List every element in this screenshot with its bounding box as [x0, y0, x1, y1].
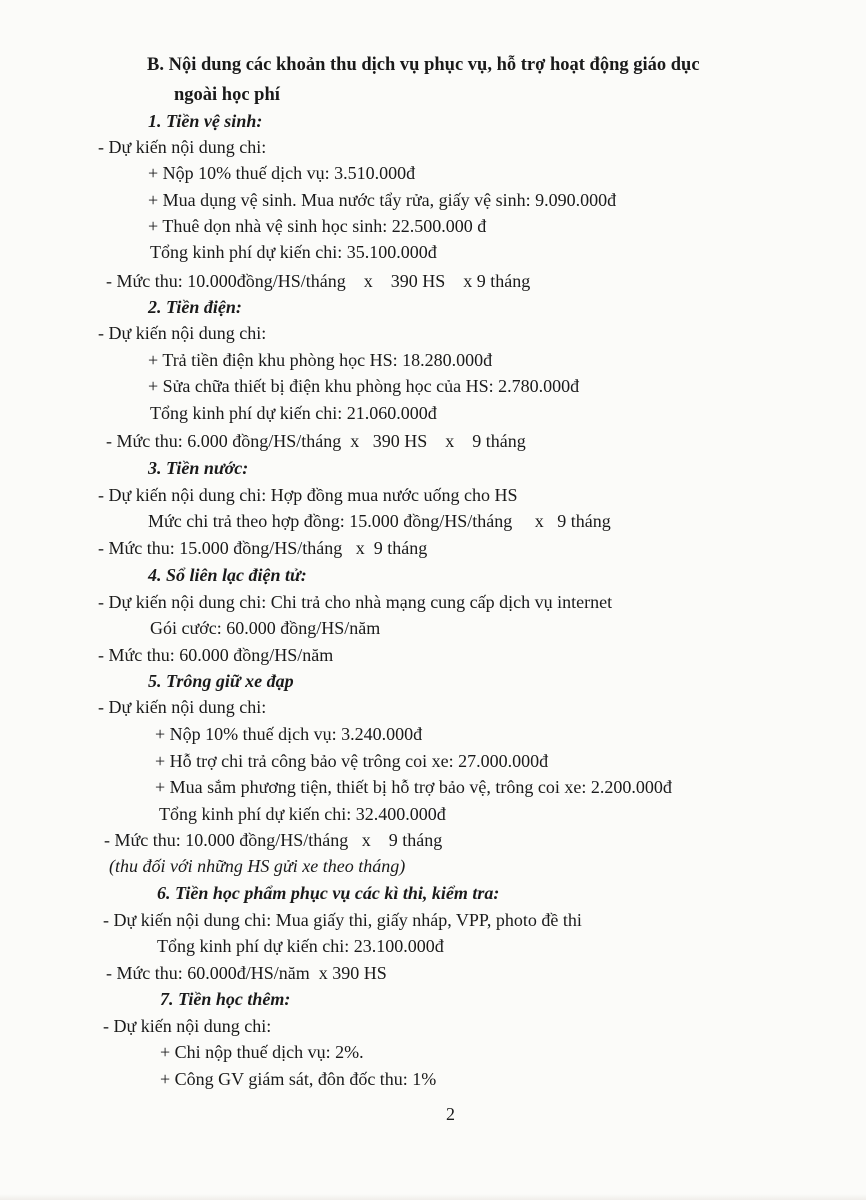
item-3-line: - Mức thu: 15.000 đồng/HS/tháng x 9 tháng — [98, 538, 428, 558]
item-3-line: - Dự kiến nội dung chi: Hợp đồng mua nước uống cho HS — [98, 485, 518, 505]
item-6-line: Tổng kinh phí dự kiến chi: 23.100.000đ — [157, 936, 444, 956]
item-1-line: + Nộp 10% thuế dịch vụ: 3.510.000đ — [148, 163, 416, 183]
item-6-line: - Mức thu: 60.000đ/HS/năm x 390 HS — [106, 963, 387, 983]
item-2-line: + Sửa chữa thiết bị điện khu phòng học của HS: 2.780.000đ — [148, 376, 580, 396]
item-2-line: + Trả tiền điện khu phòng học HS: 18.280.000đ — [148, 350, 493, 370]
item-1-line: - Mức thu: 10.000đồng/HS/tháng x 390 HS x 9 tháng — [106, 271, 531, 291]
item-6-heading: 6. Tiền học phẩm phục vụ các kì thi, kiểm tra: — [157, 883, 500, 903]
item-5-line: Tổng kinh phí dự kiến chi: 32.400.000đ — [159, 804, 446, 824]
item-1-line: Tổng kinh phí dự kiến chi: 35.100.000đ — [150, 242, 437, 262]
section-title-line-2: ngoài học phí — [174, 85, 280, 105]
item-1-heading: 1. Tiền vệ sinh: — [148, 111, 263, 131]
item-1-line: + Thuê dọn nhà vệ sinh học sinh: 22.500.000 đ — [148, 216, 487, 236]
item-6-line: - Dự kiến nội dung chi: Mua giấy thi, giấy nháp, VPP, photo đề thi — [103, 910, 582, 930]
item-7-line: - Dự kiến nội dung chi: — [103, 1016, 272, 1036]
item-3-line: Mức chi trả theo hợp đồng: 15.000 đồng/HS/tháng x 9 tháng — [148, 511, 611, 531]
item-1-line: + Mua dụng vệ sinh. Mua nước tẩy rửa, giấy vệ sinh: 9.090.000đ — [148, 190, 617, 210]
page-number: 2 — [446, 1104, 455, 1124]
item-2-line: Tổng kinh phí dự kiến chi: 21.060.000đ — [150, 403, 437, 423]
item-5-heading: 5. Trông giữ xe đạp — [148, 671, 294, 691]
item-5-note: (thu đối với những HS gửi xe theo tháng) — [109, 856, 406, 876]
item-2-line: - Mức thu: 6.000 đồng/HS/tháng x 390 HS x 9 tháng — [106, 431, 526, 451]
item-5-line: + Hỗ trợ chi trả công bảo vệ trông coi xe: 27.000.000đ — [155, 751, 549, 771]
item-2-heading: 2. Tiền điện: — [148, 297, 242, 317]
item-4-line: - Dự kiến nội dung chi: Chi trả cho nhà mạng cung cấp dịch vụ internet — [98, 592, 613, 612]
item-2-line: - Dự kiến nội dung chi: — [98, 323, 267, 343]
item-7-heading: 7. Tiền học thêm: — [160, 989, 291, 1009]
item-7-line: + Chi nộp thuế dịch vụ: 2%. — [160, 1042, 364, 1062]
item-4-heading: 4. Sổ liên lạc điện tử: — [148, 565, 307, 585]
item-5-line: - Dự kiến nội dung chi: — [98, 697, 267, 717]
item-4-line: - Mức thu: 60.000 đồng/HS/năm — [98, 645, 334, 665]
section-title-line-1: B. Nội dung các khoản thu dịch vụ phục vụ, hỗ trợ hoạt động giáo dục — [147, 55, 700, 75]
item-5-line: + Mua sắm phương tiện, thiết bị hỗ trợ bảo vệ, trông coi xe: 2.200.000đ — [155, 777, 672, 797]
item-7-line: + Công GV giám sát, đôn đốc thu: 1% — [160, 1069, 437, 1089]
item-3-heading: 3. Tiền nước: — [148, 458, 249, 478]
item-5-line: + Nộp 10% thuế dịch vụ: 3.240.000đ — [155, 724, 423, 744]
item-4-line: Gói cước: 60.000 đồng/HS/năm — [150, 618, 381, 638]
scan-edge — [0, 1194, 866, 1200]
item-1-line: - Dự kiến nội dung chi: — [98, 137, 267, 157]
item-5-line: - Mức thu: 10.000 đồng/HS/tháng x 9 tháng — [104, 830, 443, 850]
